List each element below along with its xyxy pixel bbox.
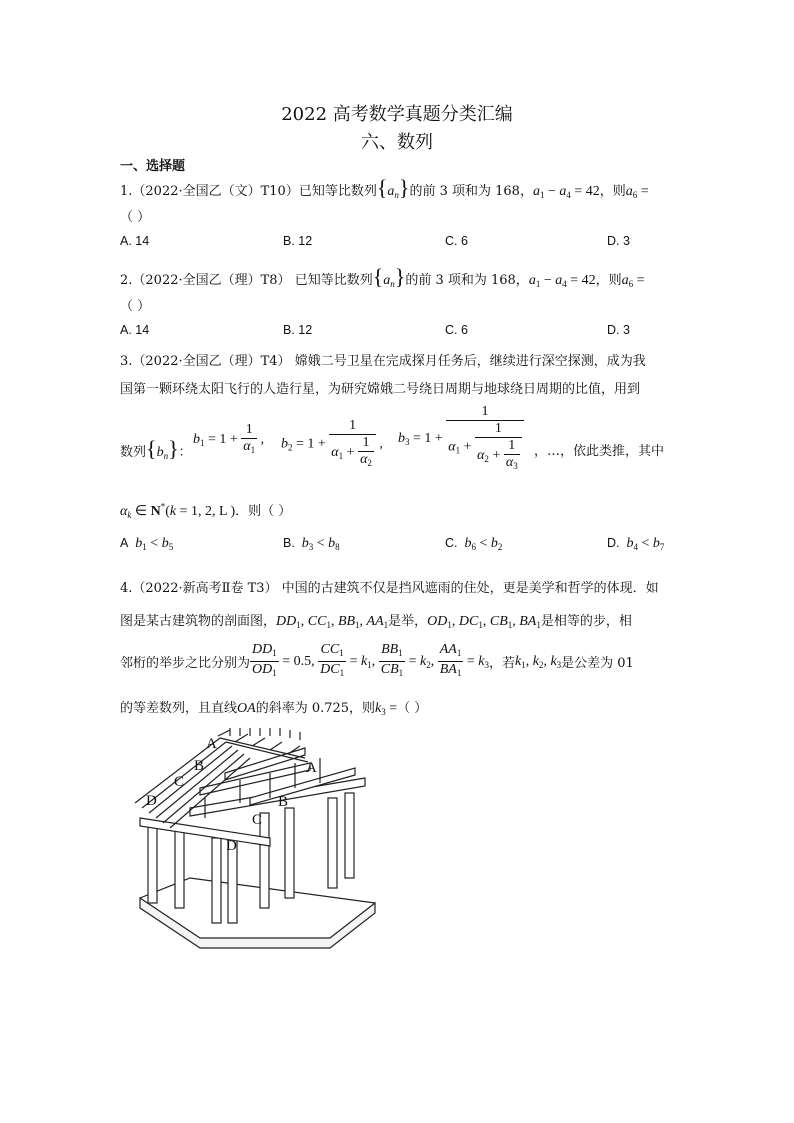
- q3-b2-formula: $b_2 = 1$ + 1 $\alpha_1$ + $\frac{1}{\alpha_2}$ ,: [281, 418, 383, 471]
- q2-option-c[interactable]: C. 6: [445, 323, 468, 337]
- q1-option-d[interactable]: D. 3: [607, 234, 630, 248]
- q3-option-c[interactable]: C. $b_6 < b_2$: [445, 536, 503, 552]
- question-4-line-3: 邻桁的举步之比分别为 $\frac{DD_1}{OD_1}$ = 0.5, $\frac{CC_1}{DC_1}$ = $k_1$, $\frac{BB_1}{CB_1}$ = $k_2$, $\frac{AA_1}{BA_1}$ = $k_3$，若$k_1$, $k_2$, $k_3$是公差为 01: [120, 642, 634, 681]
- q2-condition: $a_1 - a_4 = 42$: [528, 273, 596, 289]
- question-4-line-2: 图是某古建筑物的剖面图，$DD_1$, $CC_1$, $BB_1$, $AA_1$是举，$OD_1$, $DC_1$, $CB_1$, $BA_1$是相等的步，相: [120, 614, 632, 630]
- figure-label-d-left: D: [146, 793, 157, 809]
- q2-prefix: 2.（2022·全国乙（理）T8） 已知等比数列: [120, 273, 373, 288]
- q2-mid: 的前 3 项和为 168，: [405, 273, 529, 288]
- figure-label-a-right: A: [306, 760, 317, 776]
- q2-option-b[interactable]: B. 12: [283, 323, 313, 337]
- question-2-paren: （ ）: [120, 299, 151, 314]
- q3-condition: $\alpha_k$ ∈ N*(k = 1, 2, L )．则（ ）: [120, 501, 292, 520]
- q3-b3-formula: $b_3 = 1$ + 1 $\alpha_1$ + 1 $\alpha_2$ + $\frac{1}{\alpha_3}$: [398, 404, 524, 474]
- figure-label-b-left: B: [194, 758, 205, 774]
- figure-label-a-left: A: [206, 736, 217, 752]
- building-figure: [130, 728, 390, 953]
- question-4-line-1: 4.（2022·新高考Ⅱ卷 T3） 中国的古建筑不仅是挡风遮雨的住处，更是美学和哲学的体现．如: [120, 581, 659, 596]
- q3-seq-label: 数列$\{b_n\}$：: [120, 436, 192, 461]
- q1-mid: 的前 3 项和为 168，: [409, 184, 533, 199]
- document-subtitle: 六、数列: [361, 132, 433, 153]
- q1-option-c[interactable]: C. 6: [445, 234, 468, 248]
- q3-tail: ，…，依此类推，其中: [534, 444, 665, 459]
- q1-option-a[interactable]: A. 14: [120, 234, 150, 248]
- figure-label-c-left: C: [174, 774, 185, 790]
- figure-label-c-right: C: [252, 812, 263, 828]
- q2-option-a[interactable]: A. 14: [120, 323, 150, 337]
- q2-mid2: ，则: [595, 273, 622, 288]
- q1-seq: $\{a_n\}$: [376, 175, 410, 200]
- q3-option-b[interactable]: B. $b_3 < b_8$: [283, 536, 340, 552]
- document-title: 2022 高考数学真题分类汇编: [281, 104, 513, 125]
- question-1-line-1: [120, 175, 649, 201]
- question-4-line-4: 的等差数列，且直线OA的斜率为 0.725，则$k_3$ =（ ）: [120, 701, 428, 717]
- q3-option-a[interactable]: A $b_1 < b_5$: [120, 536, 174, 552]
- figure-label-b-right: B: [278, 794, 289, 810]
- figure-label-d-right: D: [226, 838, 237, 854]
- question-3-line-2: 国第一颗环绕太阳飞行的人造行星，为研究嫦娥二号绕日周期与地球绕日周期的比值，用到: [120, 382, 641, 397]
- question-3-line-1: 3.（2022·全国乙（理）T4） 嫦娥二号卫星在完成探月任务后，继续进行深空探测，成为我: [120, 354, 646, 369]
- q1-target: $a_6$ =: [625, 184, 649, 200]
- q3-b1-formula: $b_1 = 1$ + $\frac{1}{\alpha_1}$ ,: [193, 422, 264, 458]
- q1-mid2: ，则: [599, 184, 626, 199]
- question-2-line-1: [120, 264, 645, 290]
- q2-seq: $\{a_n\}$: [372, 264, 406, 289]
- q1-prefix: 1.（2022·全国乙（文）T10）已知等比数列: [120, 184, 377, 199]
- section-heading: 一、选择题: [120, 159, 186, 174]
- q1-option-b[interactable]: B. 12: [283, 234, 313, 248]
- q2-target: $a_6$ =: [621, 273, 645, 289]
- q1-condition: $a_1 - a_4 = 42$: [532, 184, 600, 200]
- q2-option-d[interactable]: D. 3: [607, 323, 630, 337]
- question-1-paren: （ ）: [120, 210, 151, 225]
- q3-option-d[interactable]: D. $b_4 < b_7$: [607, 536, 665, 552]
